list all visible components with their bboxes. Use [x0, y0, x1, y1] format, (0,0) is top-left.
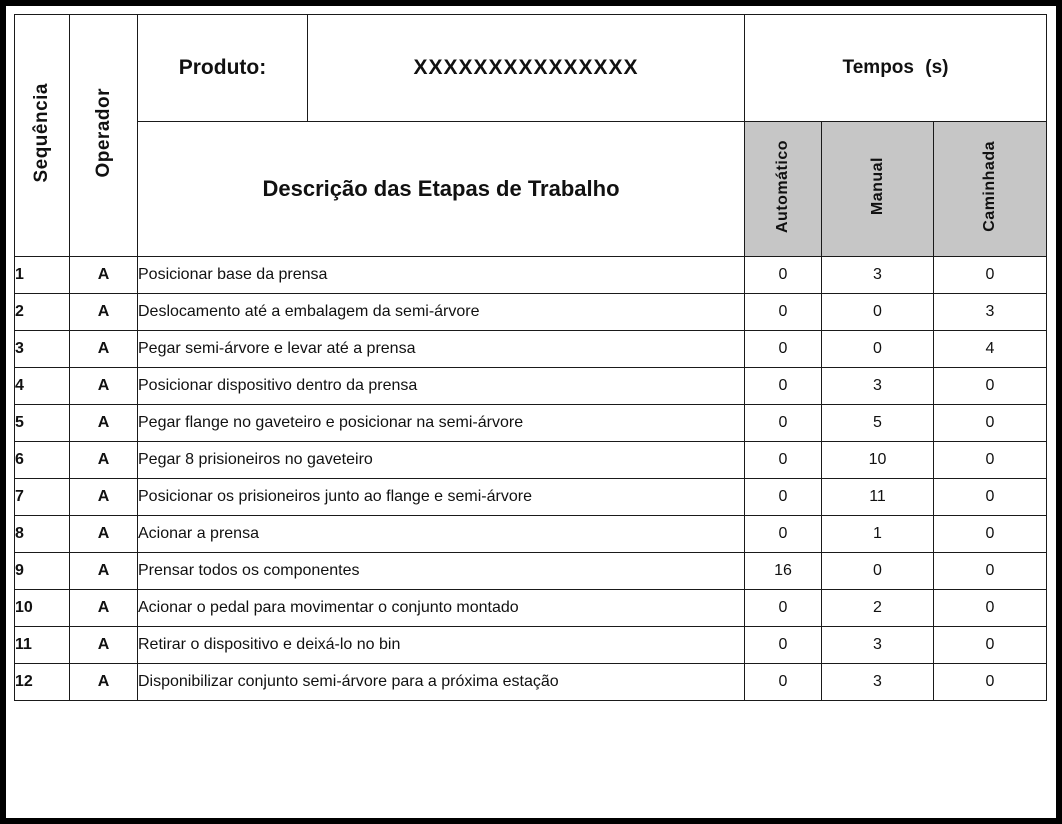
seq-cell: 6 [15, 442, 70, 479]
seq-cell: 3 [15, 331, 70, 368]
description-cell: Pegar 8 prisioneiros no gaveteiro [138, 442, 745, 479]
description-cell: Retirar o dispositivo e deixá-lo no bin [138, 627, 745, 664]
manual-cell: 3 [822, 627, 934, 664]
seq-cell: 4 [15, 368, 70, 405]
automatico-cell: 0 [745, 405, 822, 442]
descricao-header: Descrição das Etapas de Trabalho [138, 122, 745, 257]
produto-label: Produto: [138, 15, 308, 122]
automatico-cell: 16 [745, 553, 822, 590]
automatico-cell: 0 [745, 257, 822, 294]
automatico-cell: 0 [745, 516, 822, 553]
manual-cell: 11 [822, 479, 934, 516]
seq-cell: 10 [15, 590, 70, 627]
automatico-cell: 0 [745, 368, 822, 405]
caminhada-cell: 0 [934, 627, 1047, 664]
manual-cell: 3 [822, 257, 934, 294]
caminhada-cell: 4 [934, 331, 1047, 368]
operador-header [70, 15, 138, 257]
manual-cell: 2 [822, 590, 934, 627]
table-row [15, 442, 1047, 479]
manual-cell: 5 [822, 405, 934, 442]
automatico-cell: 0 [745, 479, 822, 516]
operator-cell: A [70, 516, 138, 553]
seq-cell: 8 [15, 516, 70, 553]
caminhada-cell: 3 [934, 294, 1047, 331]
caminhada-cell: 0 [934, 257, 1047, 294]
table-row [15, 516, 1047, 553]
description-cell: Deslocamento até a embalagem da semi-árvore [138, 294, 745, 331]
automatico-cell: 0 [745, 442, 822, 479]
automatico-cell: 0 [745, 331, 822, 368]
caminhada-cell: 0 [934, 553, 1047, 590]
description-cell: Pegar flange no gaveteiro e posicionar na semi-árvore [138, 405, 745, 442]
automatico-header-label: Automático [774, 140, 791, 233]
automatico-cell: 0 [745, 590, 822, 627]
work-steps-table [14, 14, 1047, 701]
caminhada-cell: 0 [934, 368, 1047, 405]
tempos-header: Tempos (s) [745, 15, 1047, 122]
automatico-cell: 0 [745, 294, 822, 331]
seq-cell: 11 [15, 627, 70, 664]
table-row [15, 479, 1047, 516]
description-cell: Pegar semi-árvore e levar até a prensa [138, 331, 745, 368]
seq-cell: 7 [15, 479, 70, 516]
header-row-bottom [15, 122, 1047, 257]
operator-cell: A [70, 294, 138, 331]
seq-cell: 2 [15, 294, 70, 331]
table-row [15, 368, 1047, 405]
caminhada-cell: 0 [934, 664, 1047, 701]
description-cell: Posicionar os prisioneiros junto ao flange e semi-árvore [138, 479, 745, 516]
description-cell: Disponibilizar conjunto semi-árvore para a próxima estação [138, 664, 745, 701]
table-row [15, 405, 1047, 442]
description-cell: Prensar todos os componentes [138, 553, 745, 590]
seq-cell: 5 [15, 405, 70, 442]
manual-header-label: Manual [868, 157, 886, 216]
table-row [15, 257, 1047, 294]
caminhada-header [934, 122, 1047, 257]
operator-cell: A [70, 405, 138, 442]
caminhada-cell: 0 [934, 516, 1047, 553]
operator-cell: A [70, 368, 138, 405]
seq-cell: 1 [15, 257, 70, 294]
manual-cell: 0 [822, 294, 934, 331]
header-row-top [15, 15, 1047, 122]
seq-cell: 12 [15, 664, 70, 701]
table-row [15, 331, 1047, 368]
operator-cell: A [70, 257, 138, 294]
automatico-cell: 0 [745, 627, 822, 664]
manual-cell: 0 [822, 553, 934, 590]
caminhada-cell: 0 [934, 405, 1047, 442]
table-row [15, 627, 1047, 664]
seq-cell: 9 [15, 553, 70, 590]
worksheet [6, 6, 1056, 818]
description-cell: Posicionar dispositivo dentro da prensa [138, 368, 745, 405]
description-cell: Acionar a prensa [138, 516, 745, 553]
automatico-cell: 0 [745, 664, 822, 701]
manual-cell: 0 [822, 331, 934, 368]
table-row [15, 553, 1047, 590]
manual-cell: 3 [822, 368, 934, 405]
automatico-header [745, 122, 822, 257]
sequencia-header [15, 15, 70, 257]
table-row [15, 664, 1047, 701]
caminhada-cell: 0 [934, 590, 1047, 627]
produto-value: XXXXXXXXXXXXXXX [308, 15, 745, 122]
operator-cell: A [70, 479, 138, 516]
description-cell: Acionar o pedal para movimentar o conjunto montado [138, 590, 745, 627]
operator-cell: A [70, 442, 138, 479]
manual-header [822, 122, 934, 257]
operator-cell: A [70, 553, 138, 590]
operator-cell: A [70, 590, 138, 627]
description-cell: Posicionar base da prensa [138, 257, 745, 294]
operator-cell: A [70, 627, 138, 664]
caminhada-header-label: Caminhada [981, 141, 998, 232]
manual-cell: 10 [822, 442, 934, 479]
manual-cell: 1 [822, 516, 934, 553]
caminhada-cell: 0 [934, 479, 1047, 516]
caminhada-cell: 0 [934, 442, 1047, 479]
table-row [15, 294, 1047, 331]
operador-header-label: Operador [92, 88, 114, 178]
table-row [15, 590, 1047, 627]
operator-cell: A [70, 664, 138, 701]
manual-cell: 3 [822, 664, 934, 701]
sequencia-header-label: Sequência [31, 83, 52, 183]
operator-cell: A [70, 331, 138, 368]
